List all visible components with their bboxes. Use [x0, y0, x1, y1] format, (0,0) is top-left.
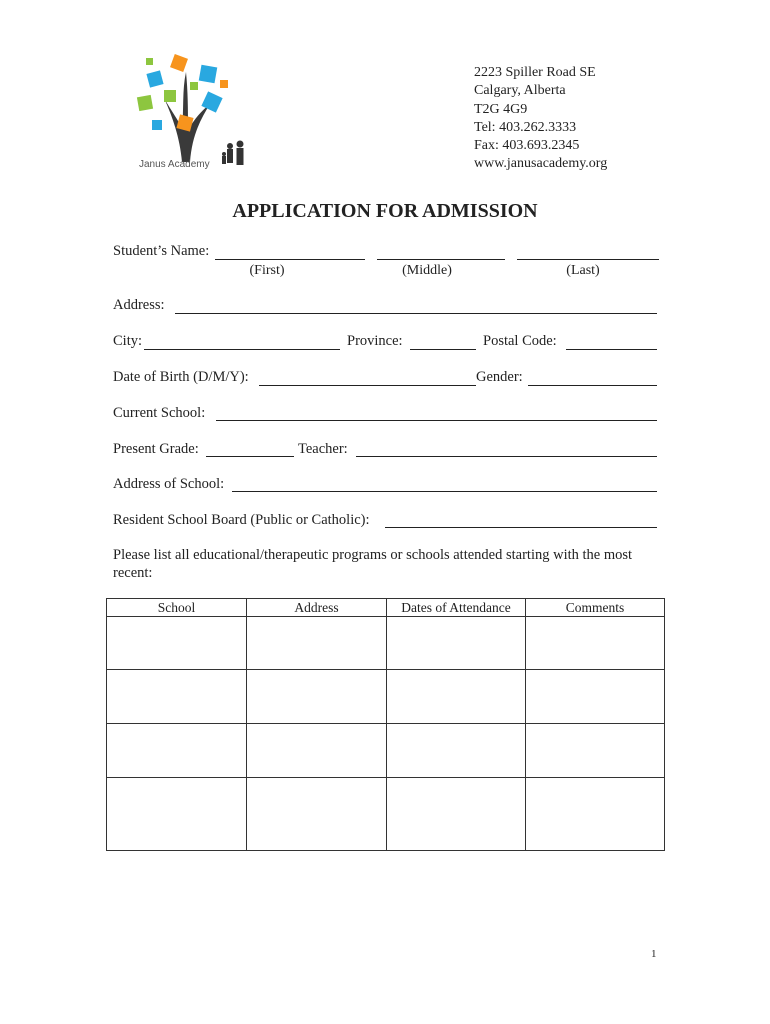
programs-instruction: Please list all educational/therapeutic programs or schools attended starting with the most recent:	[113, 547, 633, 581]
table-header-row	[107, 599, 665, 617]
table-cell[interactable]	[526, 617, 665, 670]
gender-label: Gender:	[476, 369, 523, 385]
current-school-field[interactable]	[216, 420, 657, 421]
present-grade-label: Present Grade:	[113, 441, 199, 457]
city-province: Calgary, Alberta	[474, 83, 566, 99]
province-label: Province:	[347, 333, 403, 349]
province-field[interactable]	[410, 349, 476, 350]
last-sublabel: (Last)	[566, 263, 600, 278]
street-address: 2223 Spiller Road SE	[474, 65, 596, 80]
table-cell[interactable]	[526, 778, 665, 851]
current-school-label: Current School:	[113, 405, 206, 421]
student-name-label: Student’s Name:	[113, 243, 210, 259]
table-cell[interactable]	[107, 617, 247, 670]
form-title: APPLICATION FOR ADMISSION	[232, 200, 538, 222]
table-cell[interactable]	[107, 670, 247, 724]
table-cell[interactable]	[526, 670, 665, 724]
present-grade-field[interactable]	[206, 456, 294, 457]
postal-code-label: Postal Code:	[483, 333, 557, 349]
table-cell[interactable]	[526, 724, 665, 778]
address-field[interactable]	[175, 313, 657, 314]
logo-text: Janus Academy	[139, 159, 210, 170]
table-cell[interactable]	[247, 778, 387, 851]
table-cell[interactable]	[387, 617, 526, 670]
table-cell[interactable]	[247, 670, 387, 724]
programs-table	[106, 598, 665, 851]
postal-code-field[interactable]	[566, 349, 657, 350]
table-row	[107, 670, 665, 724]
col-header-comments: Comments	[526, 599, 665, 617]
table-cell[interactable]	[107, 778, 247, 851]
dob-label: Date of Birth (D/M/Y):	[113, 369, 249, 385]
address-label: Address:	[113, 297, 165, 313]
table-row	[107, 724, 665, 778]
first-sublabel: (First)	[249, 263, 285, 278]
contact-block	[474, 64, 607, 174]
first-name-field[interactable]	[215, 259, 365, 260]
table-cell[interactable]	[107, 724, 247, 778]
city-field[interactable]	[144, 349, 340, 350]
table-cell[interactable]	[387, 778, 526, 851]
table-cell[interactable]	[247, 724, 387, 778]
table-cell[interactable]	[387, 724, 526, 778]
page-number: 1	[651, 948, 657, 960]
last-name-field[interactable]	[517, 259, 659, 260]
school-address-field[interactable]	[232, 491, 657, 492]
middle-name-field[interactable]	[377, 259, 505, 260]
teacher-label: Teacher:	[298, 441, 348, 457]
col-header-address: Address	[247, 599, 387, 617]
table-row	[107, 617, 665, 670]
school-address-label: Address of School:	[113, 476, 225, 492]
school-board-label: Resident School Board (Public or Catholic):	[113, 512, 370, 528]
school-board-field[interactable]	[385, 527, 657, 528]
gender-field[interactable]	[528, 385, 657, 386]
table-cell[interactable]	[387, 670, 526, 724]
col-header-dates: Dates of Attendance	[387, 599, 526, 617]
table-cell[interactable]	[247, 617, 387, 670]
table-row	[107, 778, 665, 851]
telephone: Tel: 403.262.3333	[474, 119, 577, 135]
teacher-field[interactable]	[356, 456, 657, 457]
col-header-school: School	[107, 599, 247, 617]
postal-code: T2G 4G9	[474, 101, 528, 117]
dob-field[interactable]	[259, 385, 476, 386]
website-link[interactable]: www.janusacademy.org	[474, 156, 608, 172]
middle-sublabel: (Middle)	[402, 263, 452, 278]
city-label: City:	[113, 333, 143, 349]
fax: Fax: 403.693.2345	[474, 138, 580, 154]
